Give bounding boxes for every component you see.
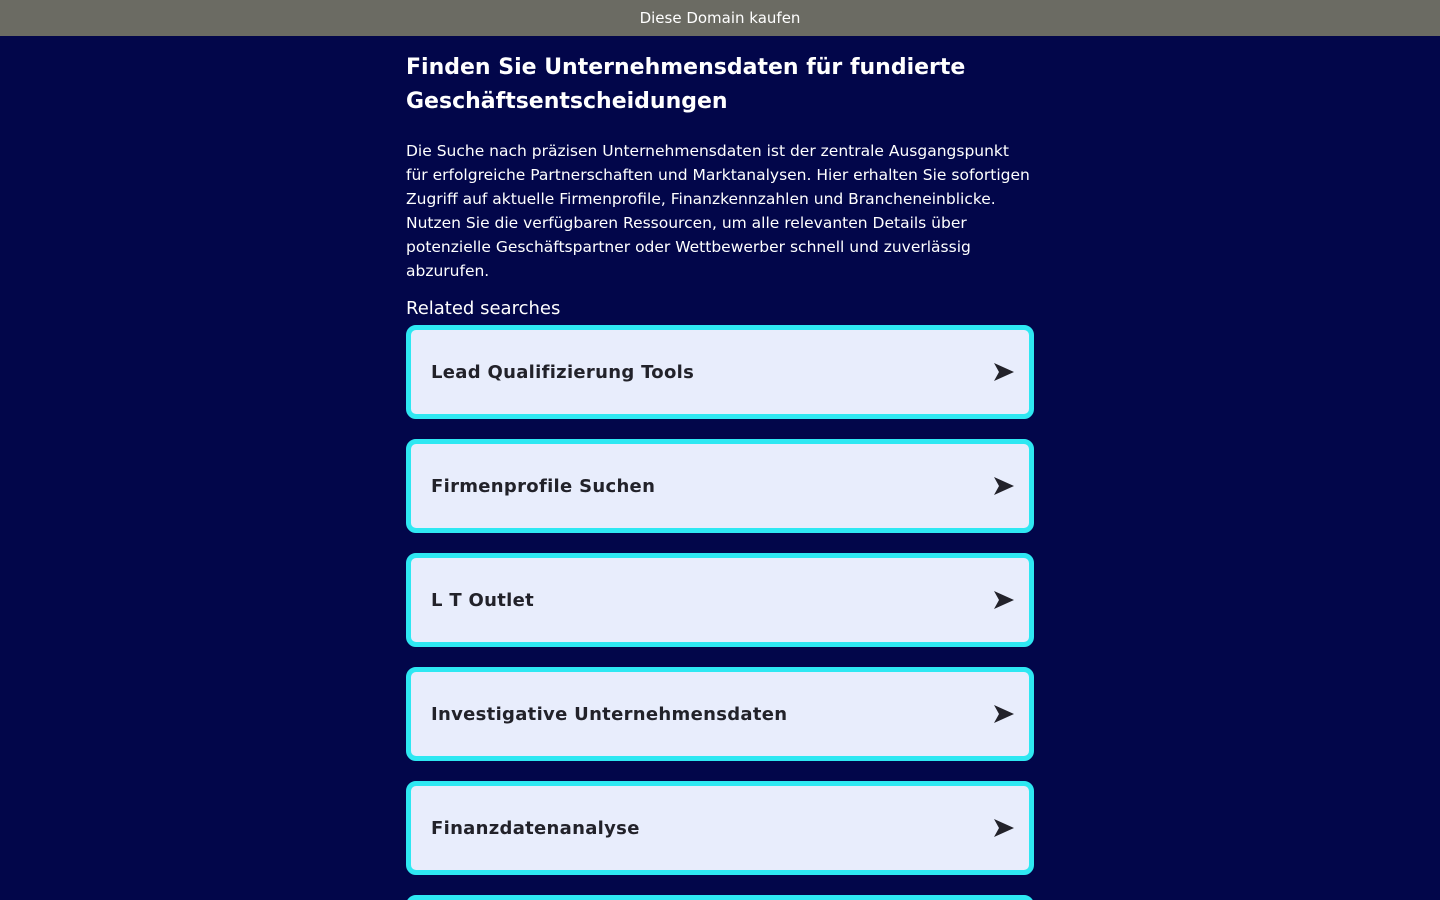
related-search-link[interactable] (406, 895, 1034, 900)
related-search-label: Firmenprofile Suchen (431, 475, 656, 497)
intro-text: Die Suche nach präzisen Unternehmensdaten ist der zentrale Ausgangspunkt für erfolgreiche Partnerschaften und Marktanalysen. Hier erhalten Sie sofortigen Zugriff auf aktuelle Firmenprofile, Finanzkennzahlen und Brancheneinblicke. Nutzen Sie die verfügbaren Ressourcen, um alle relevanten Details über potenzielle Geschäftspartner oder Wettbewerber schnell und zuverlässig abzurufen. (406, 142, 1030, 280)
arrow-right-icon (993, 475, 1015, 497)
related-search-link[interactable] (406, 667, 1034, 761)
related-search-link[interactable] (406, 325, 1034, 419)
arrow-right-icon (993, 703, 1015, 725)
arrow-right-icon (993, 589, 1015, 611)
arrow-right-icon (993, 361, 1015, 383)
main-content (406, 36, 1034, 900)
arrow-right-icon (993, 817, 1015, 839)
related-search-label: Investigative Unternehmensdaten (431, 703, 788, 725)
buy-domain-link[interactable]: Diese Domain kaufen (639, 9, 801, 27)
related-search-label: Lead Qualifizierung Tools (431, 361, 695, 383)
related-search-link[interactable] (406, 781, 1034, 875)
related-searches-list (406, 325, 1034, 900)
buy-domain-bar[interactable] (0, 0, 1440, 36)
related-searches-heading: Related searches (406, 298, 561, 319)
related-search-label: Finanzdatenanalyse (431, 817, 640, 839)
related-search-label: L T Outlet (431, 589, 534, 611)
related-search-link[interactable] (406, 439, 1034, 533)
related-search-link[interactable] (406, 553, 1034, 647)
page-title: Finden Sie Unternehmensdaten für fundierte Geschäftsentscheidungen (406, 55, 966, 114)
